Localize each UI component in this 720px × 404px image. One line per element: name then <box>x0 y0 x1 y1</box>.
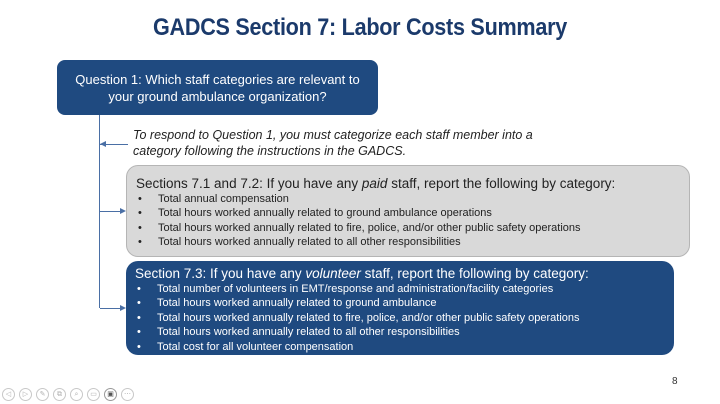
list-item: • Total hours worked annually related to fire, police, and/or other public safety operations <box>135 311 674 325</box>
list-item: • Total hours worked annually related to ground ambulance <box>135 296 674 310</box>
slideshow-controls <box>2 388 134 401</box>
list-item: • Total annual compensation <box>136 192 689 206</box>
paid-staff-heading <box>136 175 689 192</box>
list-item: • Total cost for all volunteer compensation <box>135 340 674 354</box>
connector-volunteer-line <box>100 308 120 309</box>
instruction-note <box>133 127 533 159</box>
camera-icon[interactable]: ▣ <box>104 388 117 401</box>
heading-text: staff, report the following by category: <box>360 266 589 281</box>
volunteer-staff-heading <box>135 265 674 282</box>
paid-staff-box <box>126 165 690 257</box>
heading-text: Section 7.3: If you have any <box>135 266 306 281</box>
paid-staff-list <box>136 192 689 250</box>
note-line-2: category following the instructions in the GADCS. <box>133 144 407 158</box>
question-text: Question 1: Which staff categories are relevant to your ground ambulance organization? <box>75 71 360 104</box>
page-number: 8 <box>672 376 678 387</box>
question-box <box>57 60 378 115</box>
arrow-left-icon <box>100 141 106 147</box>
pen-icon[interactable]: ✎ <box>36 388 49 401</box>
list-item: • Total hours worked annually related to ground ambulance operations <box>136 206 689 220</box>
more-options-icon[interactable]: ⋯ <box>121 388 134 401</box>
heading-text: staff, report the following by category: <box>387 176 616 191</box>
heading-text: Sections 7.1 and 7.2: If you have any <box>136 176 362 191</box>
heading-emphasis: volunteer <box>305 266 361 281</box>
see-all-slides-icon[interactable]: ⧉ <box>53 388 66 401</box>
heading-emphasis: paid <box>361 176 388 191</box>
previous-slide-icon[interactable]: ◁ <box>2 388 15 401</box>
volunteer-staff-list <box>135 282 674 354</box>
list-item: • Total number of volunteers in EMT/response and administration/facility categories <box>135 282 674 296</box>
note-line-1: To respond to Question 1, you must categorize each staff member into a <box>133 128 533 142</box>
next-slide-icon[interactable]: ▷ <box>19 388 32 401</box>
list-item: • Total hours worked annually related to all other responsibilities <box>135 325 674 339</box>
slide-title: GADCS Section 7: Labor Costs Summary <box>153 14 567 41</box>
zoom-icon[interactable]: ⌕ <box>70 388 83 401</box>
volunteer-staff-box <box>126 261 674 355</box>
list-item: • Total hours worked annually related to fire, police, and/or other public safety operations <box>136 221 689 235</box>
connector-paid-line <box>100 211 120 212</box>
subtitles-icon[interactable]: ▭ <box>87 388 100 401</box>
list-item: • Total hours worked annually related to all other responsibilities <box>136 235 689 249</box>
